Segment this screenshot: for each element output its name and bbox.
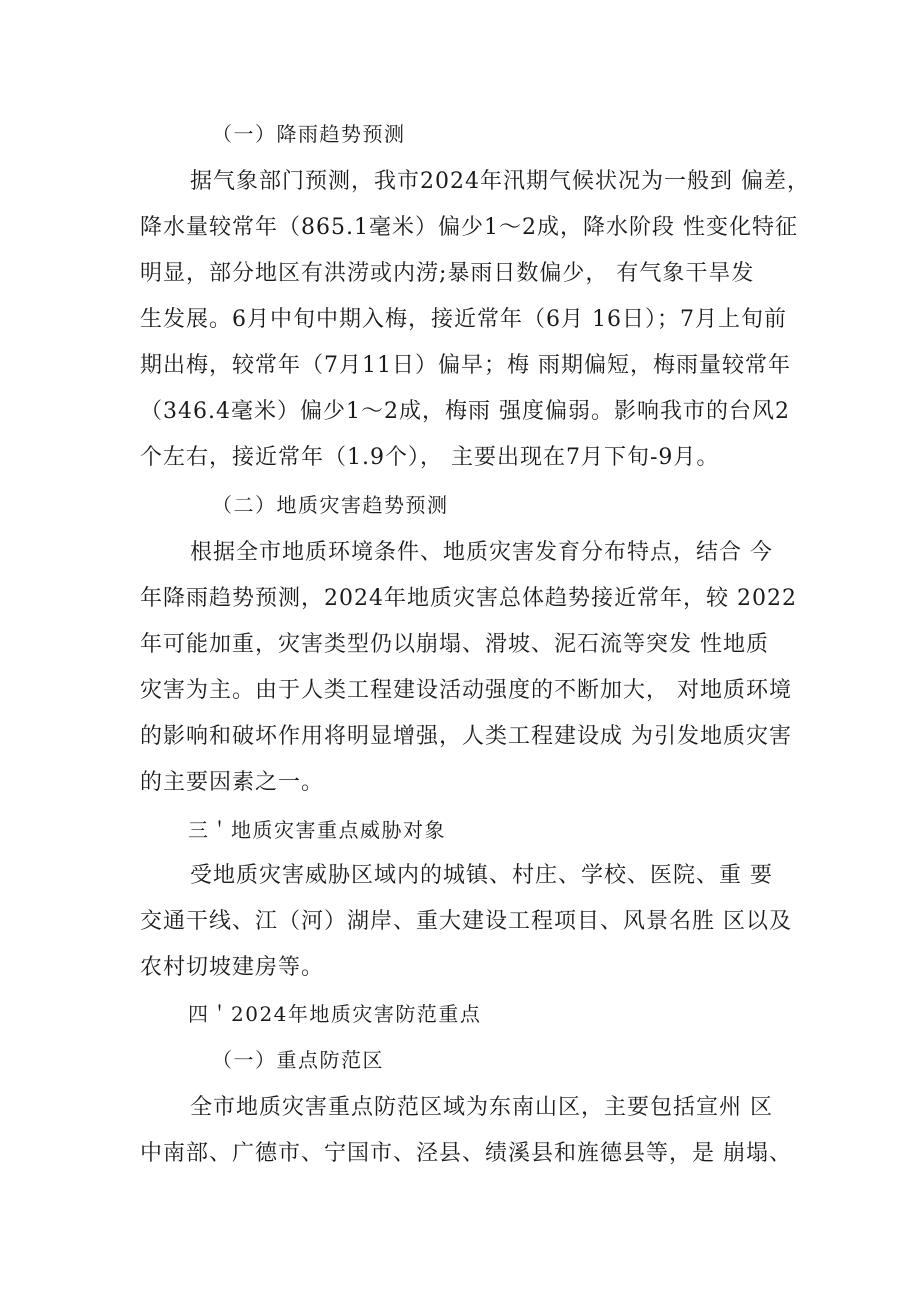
paragraph-line: 的主要因素之一。: [140, 770, 325, 795]
paragraph-line: 交通干线、江（河）湖岸、重大建设工程项目、风景名胜 区以及: [140, 909, 792, 934]
section-heading-prevention-focus: 四＇2024年地质灾害防范重点: [188, 1002, 482, 1026]
paragraph-line: 年可能加重，灾害类型仍以崩塌、滑坡、泥石流等突发 性地质: [140, 632, 769, 657]
paragraph-line: 明显，部分地区有洪涝或内涝;暴雨日数偏少， 有气象干旱发: [140, 261, 755, 286]
paragraph-line: 年降雨趋势预测，2024年地质灾害总体趋势接近常年，较 2022: [140, 586, 797, 611]
section-heading-key-prevention-area: （一）重点防范区: [212, 1048, 384, 1072]
paragraph-line: 据气象部门预测，我市2024年汛期气候状况为一般到 偏差，: [190, 169, 810, 194]
paragraph-line: 受地质灾害威胁区域内的城镇、村庄、学校、医院、重 要: [190, 863, 773, 888]
paragraph-line: 生发展。6月中旬中期入梅，接近常年（6月 16日）；7月上旬前: [140, 307, 787, 332]
section-heading-geohazard-forecast: （二）地质灾害趋势预测: [212, 493, 449, 517]
paragraph-line: 农村切坡建房等。: [140, 955, 325, 980]
section-heading-rainfall-forecast: （一）降雨趋势预测: [212, 122, 406, 146]
paragraph-line: （346.4毫米）偏少1～2成，梅雨 强度偏弱。影响我市的台风2: [140, 399, 790, 424]
paragraph-line: 期出梅，较常年（7月11日）偏早；梅 雨期偏短，梅雨量较常年: [140, 353, 791, 378]
paragraph-line: 的影响和破坏作用将明显增强，人类工程建设成 为引发地质灾害: [140, 724, 792, 749]
section-heading-threat-targets: 三＇地质灾害重点威胁对象: [188, 818, 446, 842]
paragraph-line: 降水量较常年（865.1毫米）偏少1～2成，降水阶段 性变化特征: [140, 215, 798, 240]
paragraph-line: 个左右，接近常年（1.9个）， 主要出现在7月下旬-9月。: [140, 445, 720, 470]
paragraph-line: 根据全市地质环境条件、地质灾害发育分布特点，结合 今: [190, 540, 773, 565]
paragraph-line: 全市地质灾害重点防范区域为东南山区，主要包括宣州 区: [190, 1095, 773, 1120]
paragraph-line: 中南部、广德市、宁国市、泾县、绩溪县和旌德县等，是 崩塌、: [140, 1141, 792, 1166]
paragraph-line: 灾害为主。由于人类工程建设活动强度的不断加大， 对地质环境: [140, 678, 792, 703]
